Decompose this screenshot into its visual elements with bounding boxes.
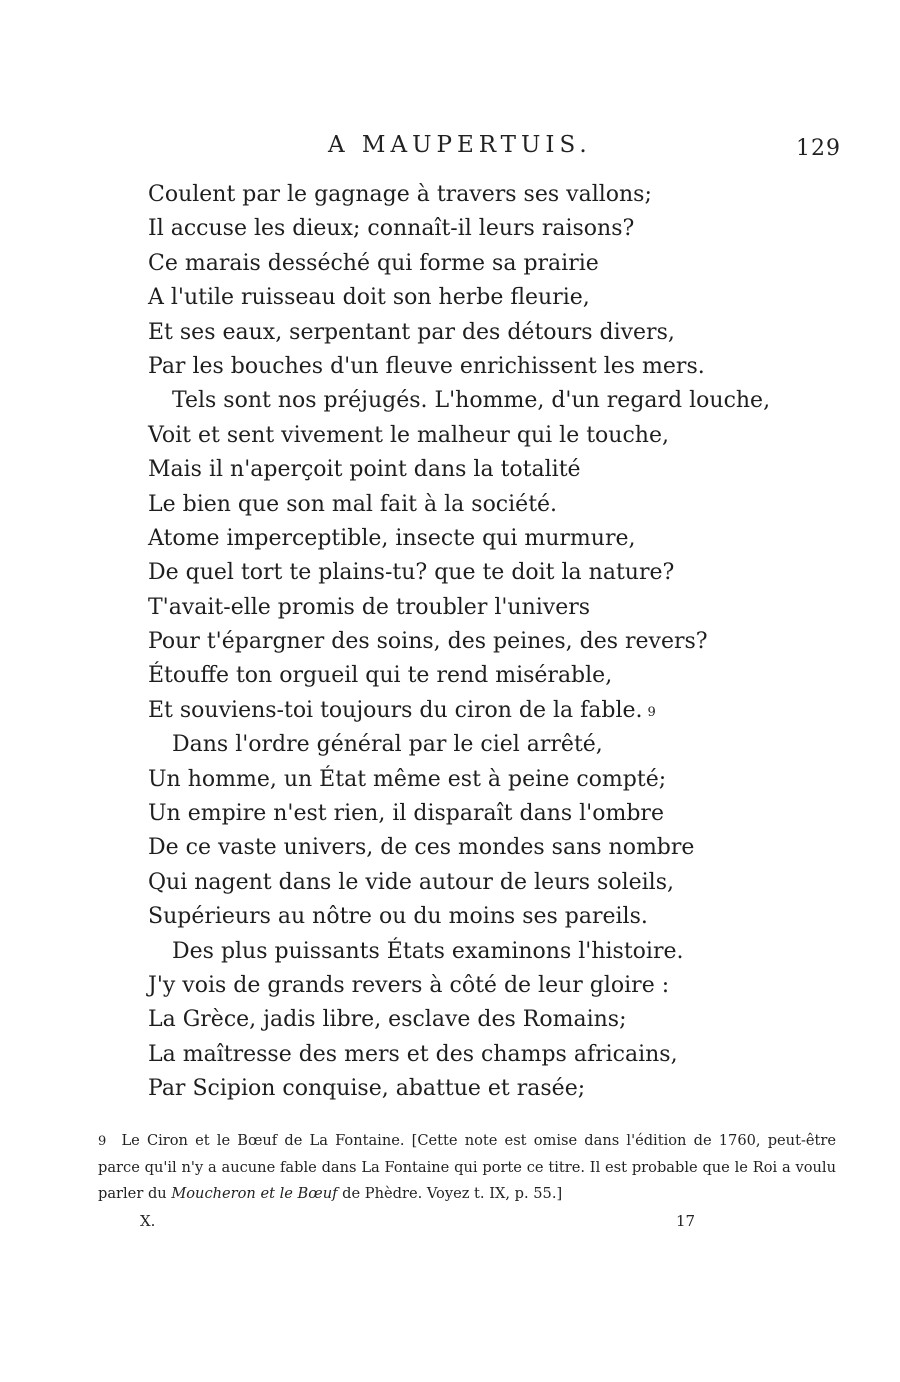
verse-line-with-note bbox=[148, 694, 848, 728]
verse-line: J'y vois de grands revers à côté de leur gloire : bbox=[148, 972, 670, 998]
verse-line: Supérieurs au nôtre ou du moins ses pareils. bbox=[148, 904, 648, 930]
verse-line: Il accuse les dieux; connaît-il leurs raisons? bbox=[148, 216, 635, 242]
verse-line: Coulent par le gagnage à travers ses vallons; bbox=[148, 182, 652, 207]
verse-line: Par les bouches d'un fleuve enrichissent les mers. bbox=[148, 353, 705, 379]
verse-line: T'avait-elle promis de troubler l'univers bbox=[148, 594, 591, 620]
verse-line: Un empire n'est rien, il disparaît dans l'ombre bbox=[148, 801, 664, 827]
verse-line: Des plus puissants États examinons l'histoire. bbox=[172, 938, 684, 964]
verse-line: Un homme, un État même est à peine compté; bbox=[148, 766, 667, 792]
verse-line: Le bien que son mal fait à la société. bbox=[148, 491, 558, 517]
verse-block bbox=[148, 178, 848, 1107]
verse-line: Étouffe ton orgueil qui te rend misérable, bbox=[148, 663, 613, 689]
verse-line: Tels sont nos préjugés. L'homme, d'un regard louche, bbox=[172, 388, 771, 414]
verse-line: De quel tort te plains-tu? que te doit la nature? bbox=[148, 560, 675, 586]
verse-line: Mais il n'aperçoit point dans la totalité bbox=[148, 457, 581, 483]
verse-line: Ce marais desséché qui forme sa prairie bbox=[148, 250, 599, 276]
running-head bbox=[0, 132, 900, 164]
verse-line: A l'utile ruisseau doit son herbe fleurie, bbox=[148, 285, 590, 311]
verse-line: Atome imperceptible, insecte qui murmure, bbox=[148, 525, 636, 551]
footnote-italic-title: Moucheron et le Bœuf bbox=[171, 1185, 338, 1202]
sheet-number: 17 bbox=[676, 1212, 696, 1230]
verse-line: Qui nagent dans le vide autour de leurs soleils, bbox=[148, 869, 675, 895]
printer-signature bbox=[0, 1212, 900, 1236]
footnote bbox=[98, 1128, 836, 1207]
verse-line: La maîtresse des mers et des champs africains, bbox=[148, 1041, 678, 1067]
volume-mark: X. bbox=[140, 1212, 156, 1230]
verse-line: Voit et sent vivement le malheur qui le touche, bbox=[148, 422, 669, 448]
running-title: A MAUPERTUIS. bbox=[328, 132, 592, 158]
footnote-text-end: de Phèdre. Voyez t. IX, p. 55.] bbox=[342, 1185, 563, 1202]
footnote-text: Le Ciron et le Bœuf de La Fontaine. [Cette note est omise dans l'édition de 1760, peut-être parce qu'il n'y a aucune fable dans La Fontaine qui porte ce titre. Il est probable que le Roi a voulu parler du bbox=[98, 1132, 836, 1202]
verse-line: Et ses eaux, serpentant par des détours divers, bbox=[148, 319, 675, 345]
footnote-reference[interactable]: 9 bbox=[647, 704, 656, 720]
verse-line: Dans l'ordre général par le ciel arrêté, bbox=[172, 732, 603, 758]
verse-line: Par Scipion conquise, abattue et rasée; bbox=[148, 1076, 586, 1102]
verse-line-text: Et souviens-toi toujours du ciron de la fable. bbox=[148, 697, 643, 723]
footnote-number: 9 bbox=[98, 1134, 107, 1149]
verse-line: Pour t'épargner des soins, des peines, des revers? bbox=[148, 629, 708, 655]
verse-line: La Grèce, jadis libre, esclave des Romains; bbox=[148, 1007, 627, 1033]
verse-line: De ce vaste univers, de ces mondes sans nombre bbox=[148, 835, 695, 861]
page-number: 129 bbox=[796, 136, 841, 161]
